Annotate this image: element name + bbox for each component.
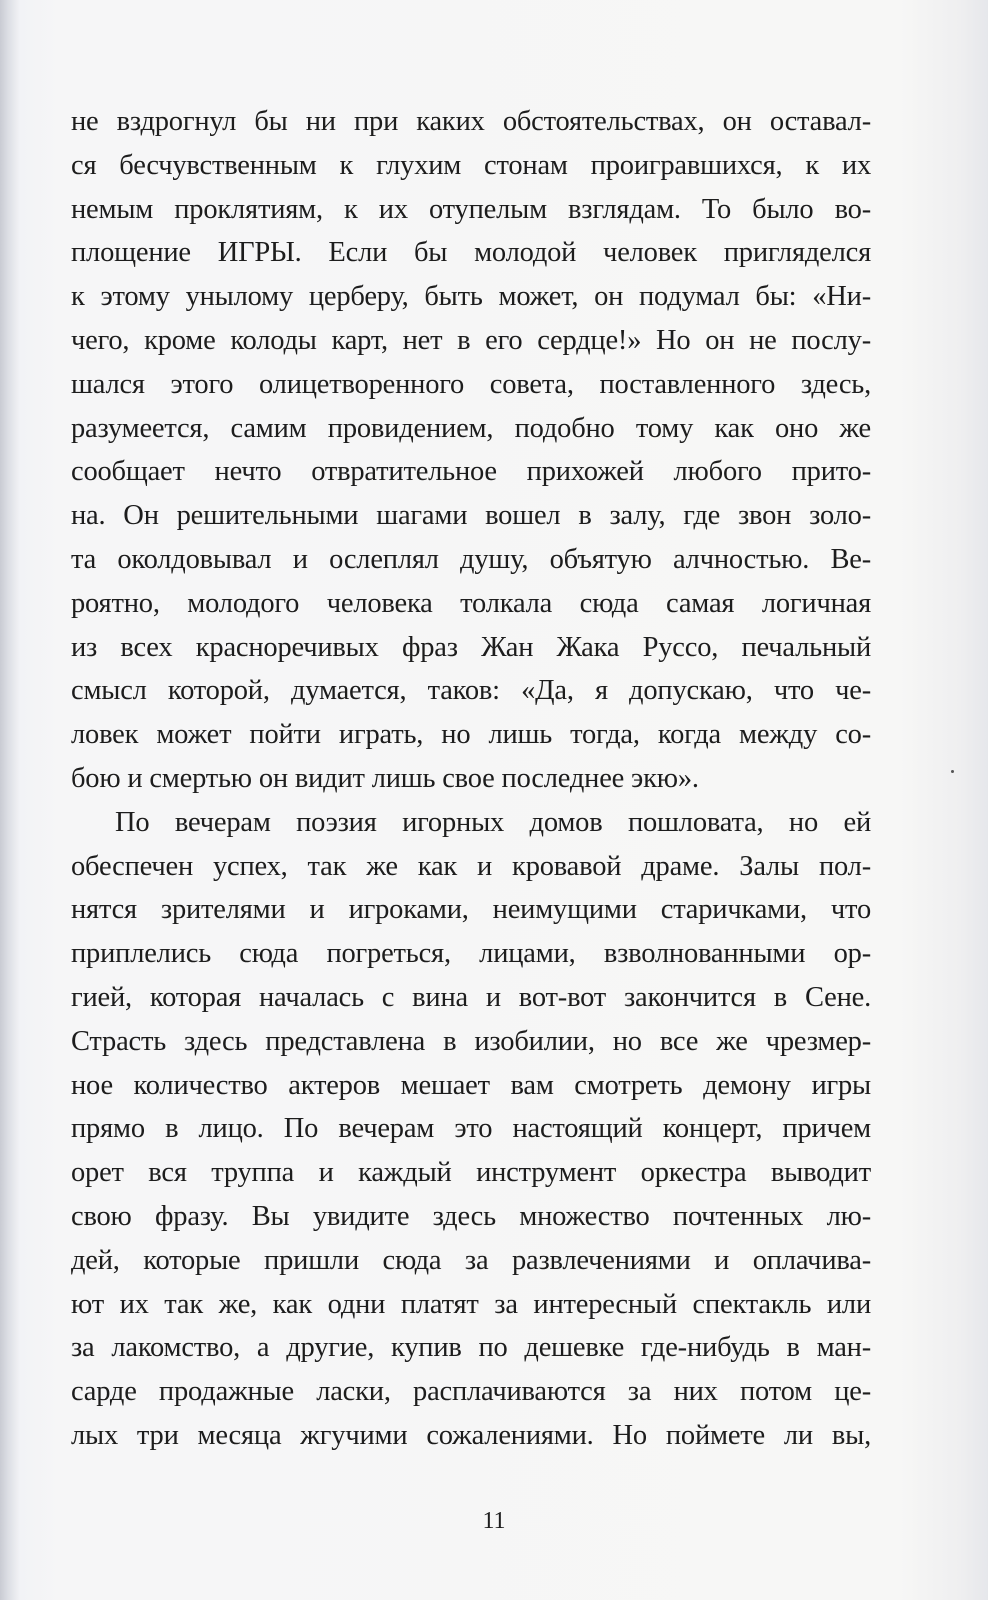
paragraph-end-line: бою и смертью он видит лишь свое последнее экю». — [71, 762, 699, 794]
text-line: нятся зрителями и игроками, неимущими старичками, что — [71, 894, 871, 926]
text-line: чего, кроме колоды карт, нет в его сердце!» Но он не послу- — [71, 324, 871, 356]
text-line: площение ИГРЫ. Если бы молодой человек пригляделся — [71, 237, 871, 269]
text-line: из всех красноречивых фраз Жан Жака Руссо, печальный — [71, 631, 871, 663]
text-line: разумеется, самим провидением, подобно тому как оно же — [71, 412, 871, 444]
text-line: приплелись сюда погреться, лицами, взволнованными ор- — [71, 938, 871, 970]
text-line: та околдовывал и ослеплял душу, объятую алчностью. Ве- — [71, 543, 871, 575]
text-line: не вздрогнул бы ни при каких обстоятельствах, он оставал- — [71, 106, 871, 137]
book-page — [14, 0, 974, 1600]
page-number: 11 — [482, 1508, 506, 1534]
text-line: гией, которая началась с вина и вот-вот закончится в Сене. — [71, 981, 871, 1013]
text-line: свою фразу. Вы увидите здесь множество почтенных лю- — [71, 1200, 871, 1232]
text-line: на. Он решительными шагами вошел в залу, где звон золо- — [71, 500, 871, 532]
text-line: ся бесчувственным к глухим стонам проигравшихся, к их — [71, 149, 871, 181]
text-line: дей, которые пришли сюда за развлечениями и оплачива- — [71, 1244, 871, 1276]
text-line: смысл которой, думается, таков: «Да, я допускаю, что че- — [71, 675, 871, 707]
text-line: за лакомство, а другие, купив по дешевке где-нибудь в ман- — [71, 1332, 871, 1364]
text-line: ют их так же, как одни платят за интересный спектакль или — [71, 1288, 871, 1320]
text-line: немым проклятиям, к их отупелым взглядам. То было во- — [71, 193, 871, 225]
dust-speck — [951, 770, 954, 773]
text-line: обеспечен успех, так же как и кровавой драме. Залы пол- — [71, 850, 871, 882]
text-line: сообщает нечто отвратительное прихожей любого прито- — [71, 456, 871, 488]
paragraph-start-line: По вечерам поэзия игорных домов пошловата, но ей — [115, 806, 871, 838]
text-line: лых три месяца жгучими сожалениями. Но поймете ли вы, — [71, 1419, 871, 1451]
text-line: орет вся труппа и каждый инструмент оркестра выводит — [71, 1157, 871, 1189]
text-line: ловек может пойти играть, но лишь тогда, когда между со- — [71, 719, 871, 751]
text-line: ное количество актеров мешает вам смотреть демону игры — [71, 1069, 871, 1101]
text-line: Страсть здесь представлена в изобилии, но все же чрезмер- — [71, 1025, 871, 1057]
text-line: сарде продажные ласки, расплачиваются за них потом це- — [71, 1376, 871, 1408]
body-text — [71, 100, 871, 1458]
text-line: к этому унылому церберу, быть может, он подумал бы: «Ни- — [71, 281, 871, 313]
text-line: прямо в лицо. По вечерам это настоящий концерт, причем — [71, 1113, 871, 1145]
text-line: шался этого олицетворенного совета, поставленного здесь, — [71, 368, 871, 400]
text-line: роятно, молодого человека толкала сюда самая логичная — [71, 587, 871, 619]
